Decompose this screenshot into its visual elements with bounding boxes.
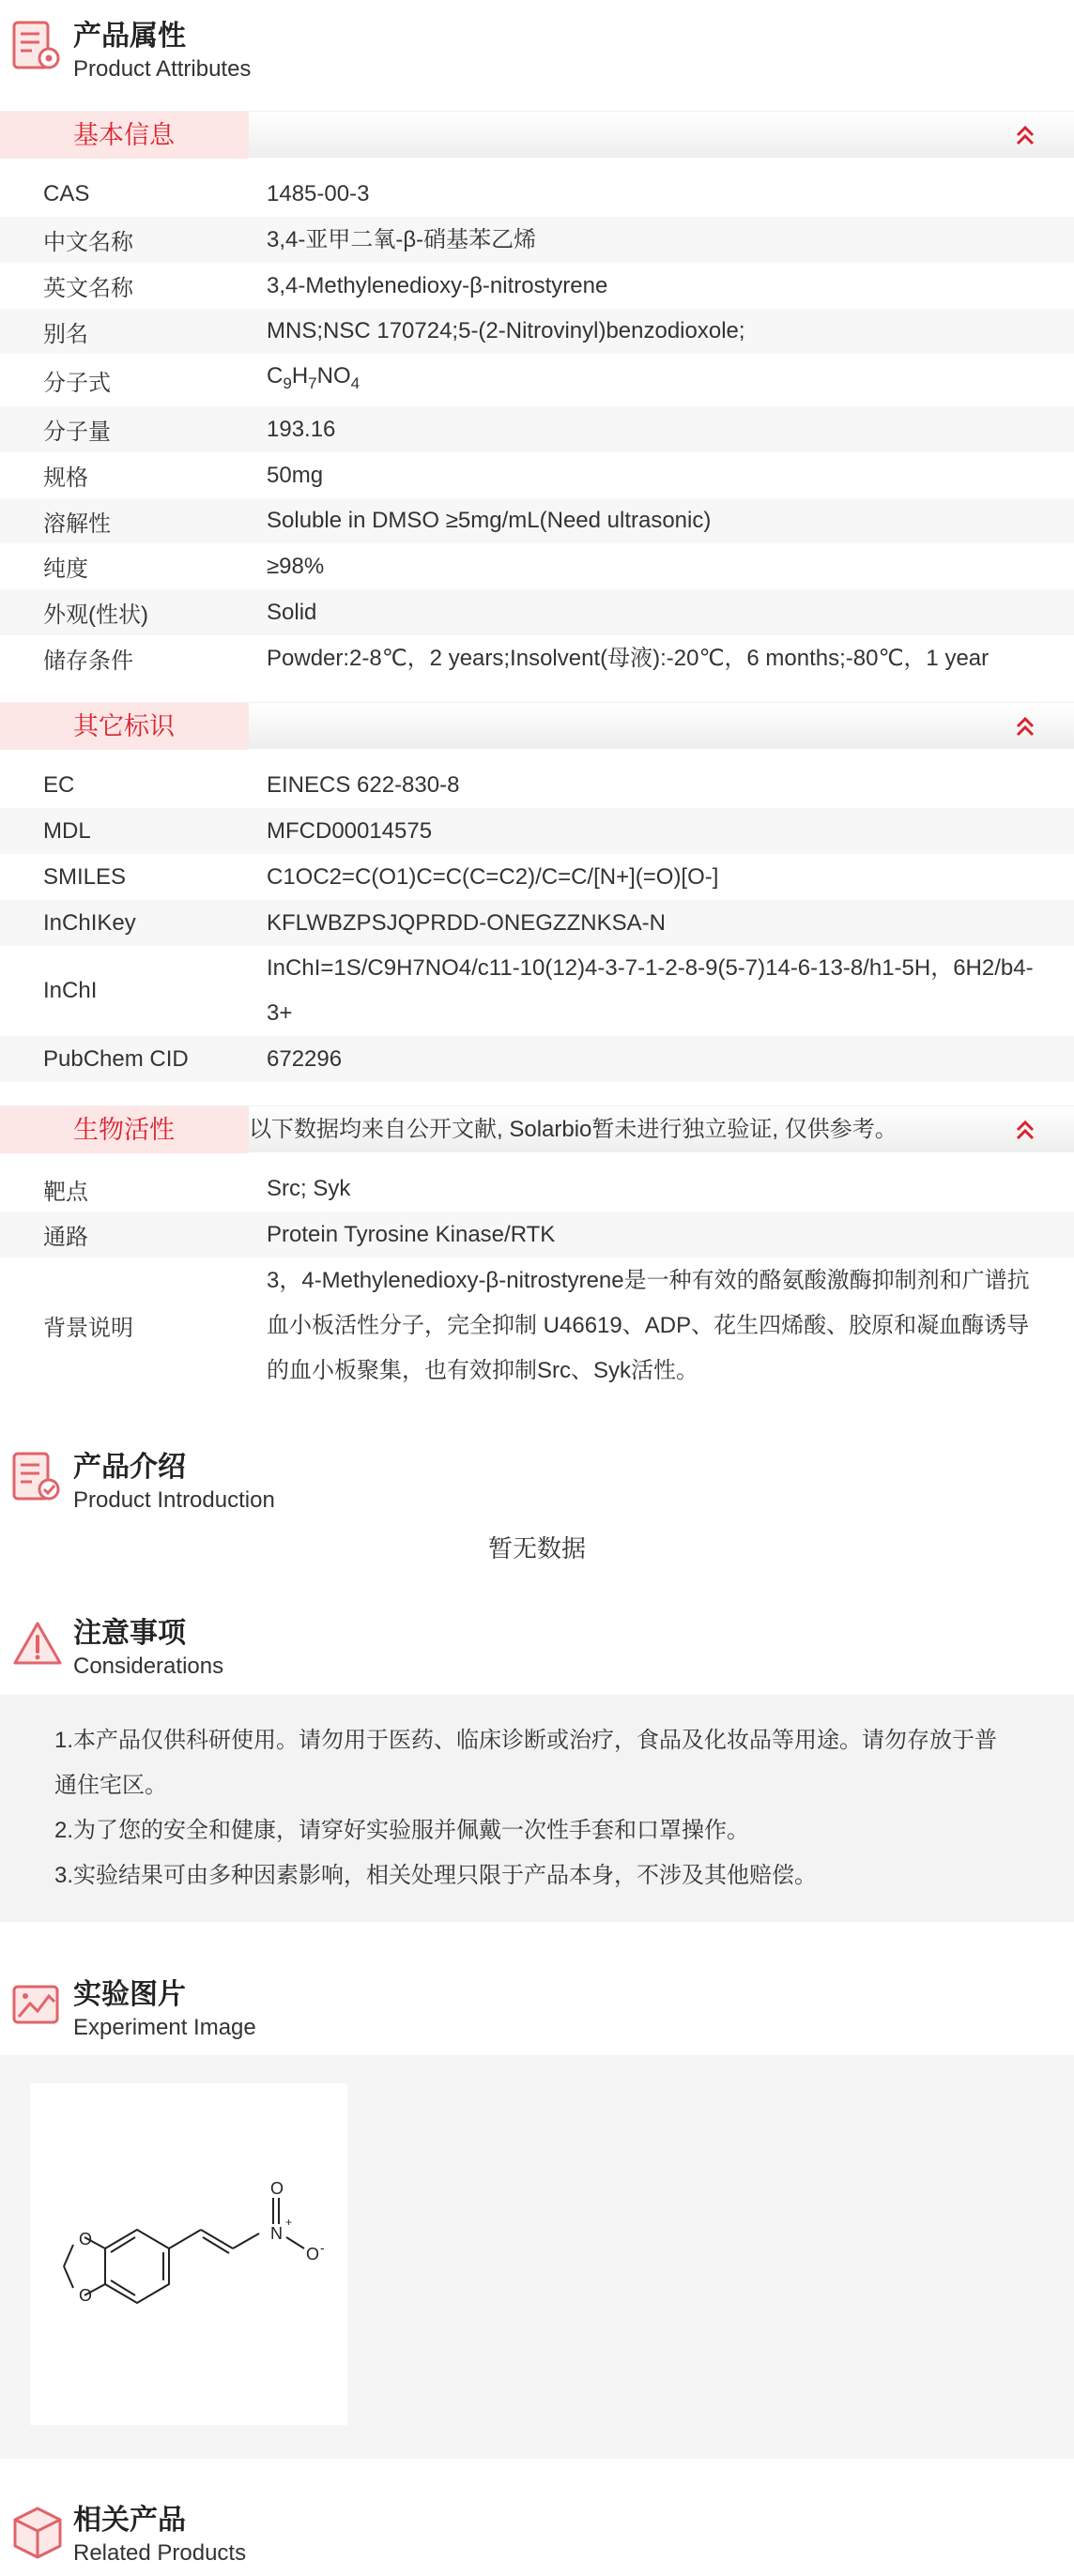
row-value: 50mg [267, 462, 324, 488]
chemical-structure [30, 2083, 347, 2425]
table-row [0, 900, 1074, 946]
row-value: EINECS 622-830-8 [267, 772, 460, 798]
section-title: 产品介绍 [73, 1452, 186, 1483]
document-check-icon [11, 1448, 64, 1506]
basic-info-label: 基本信息 [0, 112, 249, 159]
table-row [0, 498, 1074, 543]
considerations-box [0, 1695, 1074, 1922]
section-subtitle: Considerations [73, 1654, 224, 1679]
row-key: 溶解性 [43, 511, 111, 537]
no-data-text: 暂无数据 [487, 1534, 586, 1562]
consideration-item: 3.实验结果可由多种因素影响，相关处理只限于产品本身，不涉及其他赔偿。 [54, 1863, 818, 1888]
image-chart-icon [11, 1975, 64, 2034]
product-attributes-header [0, 0, 1074, 84]
row-value: MFCD00014575 [267, 817, 433, 844]
table-row [0, 589, 1074, 635]
row-value: InChI=1S/C9H7NO4/c11-10(12)4-3-7-1-2-8-9(5-7)14-6-13-8/h1-5H，6H2/b4-3+ [267, 955, 1034, 1026]
chevron-double-up-icon[interactable] [1014, 124, 1036, 146]
atom-label: N [270, 2224, 283, 2243]
table-row [0, 763, 1074, 808]
row-key: 外观(性状) [43, 602, 148, 628]
row-value: 193.16 [267, 416, 336, 442]
atom-label: O [306, 2245, 320, 2264]
row-value: KFLWBZPSJQPRDD-ONEGZZNKSA-N [267, 909, 666, 936]
table-row [0, 808, 1074, 854]
row-key: 分子式 [43, 370, 111, 396]
basic-info-bar[interactable] [0, 111, 1074, 158]
charge-label: - [320, 2240, 325, 2255]
row-value: 672296 [267, 1045, 343, 1072]
row-key: SMILES [43, 863, 127, 890]
chevron-double-up-icon[interactable] [1014, 715, 1036, 738]
table-row [0, 946, 1074, 1036]
row-value: Powder:2-8℃，2 years;Insolvent(母液):-20℃，6 months;-80℃，1 year [267, 645, 990, 671]
row-key: InChIKey [43, 909, 136, 936]
row-key: PubChem CID [43, 1045, 189, 1072]
formula-display: $C_9H_7NO_4$ [267, 363, 361, 392]
row-key: EC [43, 772, 75, 798]
row-key: MDL [43, 817, 91, 844]
table-row [0, 854, 1074, 900]
chevron-double-up-icon[interactable] [1014, 1119, 1036, 1141]
section-subtitle: Related Products [73, 2540, 247, 2566]
section-title: 实验图片 [73, 1979, 186, 2010]
atom-label: O [79, 2230, 93, 2248]
section-title: 产品属性 [73, 21, 186, 52]
row-key: 别名 [43, 321, 88, 347]
document-gear-icon [11, 17, 64, 75]
other-ids-table [0, 763, 1074, 1082]
experiment-image-header [0, 1959, 1074, 2043]
section-subtitle: Product Introduction [73, 1487, 275, 1513]
bio-activity-label: 生物活性 [0, 1106, 249, 1153]
row-key: InChI [43, 978, 98, 1003]
formula-subscript: 9 [283, 373, 292, 392]
row-value: Soluble in DMSO ≥5mg/mL(Need ultrasonic) [267, 508, 712, 533]
row-key: 背景说明 [43, 1316, 133, 1341]
consideration-item: 2.为了您的安全和健康，请穿好实验服并佩戴一次性手套和口罩操作。 [54, 1818, 750, 1843]
table-row [0, 263, 1074, 309]
table-row [0, 1036, 1074, 1082]
table-row [0, 452, 1074, 498]
row-key: 储存条件 [43, 648, 133, 674]
product-introduction-header [0, 1431, 1074, 1516]
row-key: 靶点 [43, 1179, 88, 1205]
row-value: Src; Syk [267, 1176, 351, 1201]
formula-subscript: 4 [350, 373, 361, 392]
table-row [0, 217, 1074, 263]
section-title: 注意事项 [73, 1618, 186, 1649]
row-key: 英文名称 [43, 276, 133, 301]
related-products-header [0, 2492, 1074, 2576]
row-value: MNS;NSC 170724;5-(2-Nitrovinyl)benzodioxole; [267, 318, 745, 343]
disclaimer-note: 以下数据均来自公开文献, Solarbio暂未进行独立验证, 仅供参考。 [249, 1117, 898, 1142]
section-subtitle: Product Attributes [73, 56, 252, 82]
bio-activity-table [0, 1166, 1074, 1394]
table-row [0, 406, 1074, 452]
structure-image[interactable] [30, 2083, 347, 2425]
table-row [0, 1212, 1074, 1258]
cube-icon [11, 2503, 64, 2561]
row-value [267, 354, 1074, 406]
considerations-header [0, 1597, 1074, 1682]
row-key: 通路 [43, 1225, 88, 1250]
row-value: 3,4-亚甲二氧-β-硝基苯乙烯 [267, 226, 537, 252]
charge-label: + [285, 2216, 293, 2229]
experiment-image-area [0, 2055, 1074, 2459]
formula-subscript: 7 [308, 373, 317, 392]
atom-label: O [79, 2286, 93, 2305]
section-subtitle: Experiment Image [73, 2015, 256, 2040]
table-row [0, 1166, 1074, 1212]
row-value: ≥98% [267, 553, 325, 579]
row-key: 纯度 [43, 556, 88, 582]
basic-info-table [0, 172, 1074, 681]
section-title: 相关产品 [73, 2505, 186, 2536]
row-key: CAS [43, 181, 90, 206]
table-row [0, 635, 1074, 681]
bio-activity-bar[interactable] [0, 1105, 1074, 1152]
row-key: 规格 [43, 465, 88, 491]
other-ids-label: 其它标识 [0, 703, 249, 750]
warning-triangle-icon [11, 1614, 64, 1672]
consideration-item: 1.本产品仅供科研使用。请勿用于医药、临床诊断或治疗，食品及化妆品等用途。请勿存放于普通住宅区。 [54, 1728, 998, 1798]
table-row [0, 1258, 1074, 1394]
row-value: 3，4-Methylenedioxy-β-nitrostyrene是一种有效的酪氨酸激酶抑制剂和广谱抗血小板活性分子，完全抑制 U46619、ADP、花生四烯酸、胶原和凝血酶诱导的血小板聚集，也有效抑制Src、Syk活性。 [267, 1267, 1030, 1383]
row-key: 中文名称 [43, 230, 133, 255]
row-value: Protein Tyrosine Kinase/RTK [267, 1221, 556, 1247]
other-ids-bar[interactable] [0, 702, 1074, 749]
table-row [0, 172, 1074, 217]
atom-label: O [270, 2179, 284, 2198]
row-value: C1OC2=C(O1)C=C(C=C2)/C=C/[N+](=O)[O-] [267, 863, 719, 890]
row-value: Solid [267, 599, 317, 625]
row-value: 3,4-Methylenedioxy-β-nitrostyrene [267, 272, 608, 298]
table-row [0, 543, 1074, 589]
row-key: 分子量 [43, 419, 111, 445]
table-row [0, 309, 1074, 354]
table-row [0, 354, 1074, 406]
row-value: 1485-00-3 [267, 181, 370, 206]
